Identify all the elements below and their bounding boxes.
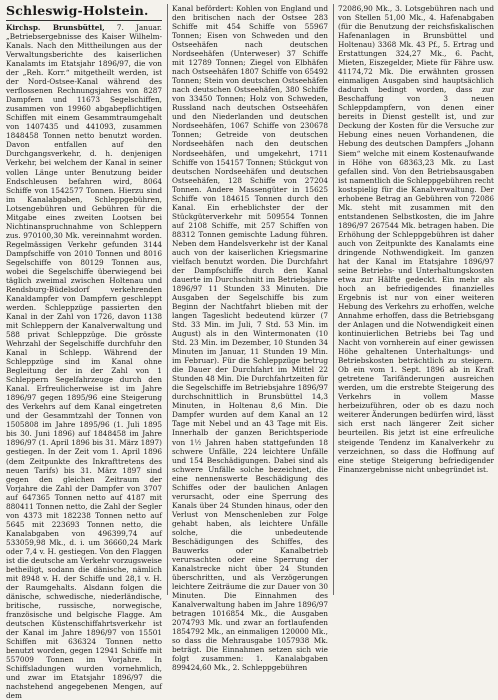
- section-heading: Schleswig-Holstein.: [6, 3, 149, 18]
- column-3: [333, 4, 494, 595]
- paragraph: [6, 23, 162, 700]
- paragraph: Kanal befördert: Kohlen von England und den britischen nach der Ostsee 283 Schiffe mit 454 Schiffe von 55967 Tonnen; Eisen von Schweden und den Ostseehäfen nach deutschen Nordseehäfen (Unterweser) 37 Schiffe mit 12789 Tonnen; Ziegel von Elbhäfen nach Ostseehäfen 1807 Schiffe von 65492 Tonnen; Stein von deutschen Ostseehäfen nach deutschen Ostseehäfen, 380 Schiffe von 33450 Tonnen; Holz von Schweden, Russland nach deutschen Ostseehäfen und den Niederlanden und deutschen Nordseehäfen, 1067 Schiffe von 230678 Tonnen; Getreide von deutschen Nordseehäfen nach den deutschen Nordseehäfen, und umgekehrt, 1711 Schiffe von 154157 Tonnen; Stückgut von deutschen Nordseehäfen und deutschen Ostseehäfen, 128 Schiffe von 27204 Tonnen. Andere Massengüter in 15625 Schiffe von 184615 Tonnen durch den Kanal. Ein erheblichster der der Stückgüterverkehr mit 509554 Tonnen auf 2108 Schiffe, mit 257 Schiffen von 88312 Tonnen gemischte Ladung führen. Neben dem Handelsverkehr ist der Kanal auch von der kaiserlichen Kriegsmarine vielfach benutzt worden. Die Durchfahrt der Dampfschiffe durch den Kanal dauerte im Durchschnitt im Betriebsjahre 1896/97 11 Stunden 33 Minuten. Die Ausgaben der Segelschiffe bis zum Beginn der Nachtfahrt blieben mit der langen Tageslicht bedeutend kürzer (7 Std. 33 Min. im Juli, 7 Std. 53 Min. im August) als in den Wintermonaten (10 Std. 23 Min. im Dezember, 10 Stunden 34 Minuten im Januar, 11 Stunden 19 Min. im Februar). Für die Schleppzüge betrug die Dauer der Durchfahrt im Mittel 22 Stunden 48 Min. Die Durchfahrtzeiten für die Segelschiffe im Betriebsjahre 1896/97 durchschnittlich in Brunsbüttel 14,3 Minuten, in Holtenau 8,6 Min. Die Dampfer wurden auf dem Kanal an 12 Tage mit Nebel und an 43 Tage mit Eis. Innerhalb der ganzen Berichtsperiode von 1½ Jahren haben stattgefunden 18 schwere Unfälle, 224 leichtere Unfälle und 154 Beschädigungen. Dabei sind als schwere Unfälle solche bezeichnet, die eine nennenswerte Beschädigung des Schiffes oder der baulichen Anlagen verursacht, oder eine Sperrung des Kanals über 24 Stunden hinaus, oder den Verlust von Menschenleben zur Folge gehabt haben, als leichtere Unfälle solche, die unbedeutende Beschädigungen des Schiffes, des Bauwerks oder Kanalbetrieb verursachten oder eine Sperrung der Kanalstrecke nicht über 24 Stunden überschritten, und als Verzögerungen leichtere Zeiträume die zur Dauer von 30 Minuten. Die Einnahmen des Kanalverwaltung haben im Jahre 1896/97 betragen 1016854 Mk., die Ausgaben 2074793 Mk. und zwar an fortlaufenden 1854792 Mk., an einmaligen 120000 Mk., so dass die Mehrausgabe 1057938 Mk. beträgt. Die Einnahmen setzen sich wie folgt zusammen: 1. Kanalabgaben 899424,60 Mk., 2. Schleppgebühren: [172, 4, 328, 673]
- paragraph-text: „Betriebsergebnisse des Kaiser Wilhelm-Kanals. Nach den Mittheilungen aus der Verwaltungsberichte des kaiserlichen Kanalamts im Etatsjahr 1896/97, die von der „Reh. Korr.“ mitgetheilt werden, ist der Nord-Ostsee-Kanal während des verflossenen Rechnungsjahres von 8287 Dampfern und 11673 Segelschiffen, zusammen von 19960 abgabepflichtigen Schiffen mit einem Gesammtraumgehalt von 1407435 und 441093, zusammen 1848458 Tonnen netto benutzt worden. Davon entfallen auf den Durchgangsverkehr, d. h. denjenigen Verkehr, bei welchem der Kanal in seiner vollen Länge unter Benutzung beider Endschleusen befahren wird, 8064 Schiffe von 1542577 Tonnen. Hierzu sind im Kanalabgaben, Schleppgebühren, Lotsengebühren und Gebühren für die Mitgabe eines zweiten Lootsen bei Nichtinanspruchnahme von Schleppern zus. 970100,30 Mk. vereinnahmt worden. Regelmässigen Verkehr gefunden 3144 Dampfschiffe von 2010 Tonnen und 8016 Segelschiffe von 80129 Tonnen aus, wobei die Segelschiffe überwiegend bei täglich zweimal zwischen Holtenau und Rendsburg-Büdelsdorf verkehrenden Kanaldampfer von Dampfern geschleppt werden. Schleppzüge passierten den Kanal in der Zahl von 1726, davon 1138 mit Schleppern der Kanalverwaltung und 588 privat Schleppzüge. Die grösste Wehrzahl der Segelschiffe durchfuhr den Kanal in Schlepp. Während der Schleppzüge sind im Kanal ohne Begleitung der in der Zahl von 1 Schleppern Segelfahrzeuge durch den Kanal. Erfreulicherweise ist im Jahre 1896/97 gegen 1895/96 eine Steigerung des Verkehrs auf dem Kanal eingetreten und der Gesammtzahl der Tonnen von 1505808 im Jahre 1895/96 (1. Juli 1895 bis 30. Juni 1896) auf 1848458 im Jahre 1896/97 (1. April 1896 bis 31. März 1897) gestiegen. In der Zeit vom 1. April 1896 (dem Zeitpunkte des Inkrafttretens des neuen Tarifs) bis 31. März 1897 sind gegen den gleichen Zeitraum der Vorjahre die Zahl der Dampfer von 3707 auf 647365 Tonnen netto auf 4187 mit 880411 Tonnen netto, die Zahl der Segler von 4373 mit 182238 Tonnen netto auf 5645 mit 223693 Tonnen netto, die Kanalabgaben von 496399,74 auf 533059,98 Mk., d. i. um 36660,24 Mark oder 7,4 v. H. gestiegen. Von den Flaggen ist die deutsche am Verkehr vorzugsweise betheiligt, sodann die dänische, nämlich mit 8948 v. H. der Schiffe und 28,1 v. H. der Raumgehalts. Alsdann folgen die dänische, schwedische, niederländische, britische, russische, norwegische, französische und belgische Flagge. Am deutschen Küstenschiffahrtsverkehr ist der Kanal im Jahre 1896/97 von 15501 Schiffen mit 636324 Tonnen netto benutzt worden, gegen 12941 Schiffe mit 557009 Tonnen im Vorjahre. In Schiffsladungen wurden vornehmlich, und zwar im Etatsjahr 1896/97 die nachstehend angegebenen Mengen, auf dem: [6, 32, 162, 700]
- article-columns: [6, 3, 494, 700]
- paragraph: 72086,90 Mk., 3. Lotsgebühren nach und von Stellen 51,00 Mk., 4. Hafenabgaben (für die Benutzung der reichsfiskalischen Hafenanlagen in Brunsbüttel und Holtenau) 3368 Mk. 43 Pf., 5. Ertrag und Erstattungen 324,27 Mk., 6. Pacht, Mieten, Eiszegelder, Miete für Fähre usw. 41174,72 Mk. Die erwähnten grossen einmaligen Ausgaben sind hauptsächlich dadurch bedingt worden, dass zur Beschaffung von 3 neuen Schleppdampfern, von denen einer bereits in Dienst gestellt ist, und zur Deckung der Kosten für die Versuche zur Hebung eines neuen Vorhandenen, die Hebung des deutschen Dampfers „Johann Siem“ welche mit einem Kostenaufwande in Höhe von 68363,23 Mk. zu Last gefallen sind. Von den Betriebsausgaben ist namentlich die Schleppgebühren recht kostspielig für die Kanalverwaltung. Der erhobene Betrag an Gebühren von 72086 Mk. steht mit zusammen mit den entstandenen Selbstkosten, die im Jahre 1896/97 267544 Mk. betragen haben. Die Erhöhung der Schleppgebühren ist daher auch von Zeitpunkte des Kanalamts eine dringende Nothwendigkeit. Im ganzen hat der Kanal im Etatsjahre 1896/97 seine Betriebs- und Unterhaltungskosten etwa zur Hälfte gedeckt. Ein mehr als hoch an befriedigendes finanzielles Ergebnis ist nur von einer weiteren Hebung des Verkehrs zu erhoffen, welche Annahme erhoffen, dass die Betriebsgang der Anlagen und die Notwendigkeit einen kontinuierlichen Betriebs bei Tag und Nacht von vornherein auf einer gewissen Höhe gehaltenen Unterhaltungs- und Betriebskosten beträchtlich zu steigern. Ob ein vom 1. Sept. 1896 ab in Kraft getretene Tarifänderungen ausreichen werden, um die erstrebte Steigerung des Verkehrs in vollem Masse herbeizuführen, oder ob es dazu noch weiterer Änderungen bedürfen wird, lässt sich erst nach längerer Zeit sicher beurteilen. Bis jetzt ist eine erfreuliche steigende Tendenz im Kanalverkehr zu verzeichnen, so dass die Hoffnung auf eine stetige Steigerung befriedigender Finanzergebnisse nicht unbegründet ist.: [338, 4, 494, 474]
- dateline-date: 7. Januar.: [116, 23, 162, 32]
- column-1: [6, 3, 162, 700]
- dateline-place: Kirchsp. Brunsbüttel,: [6, 23, 105, 32]
- heading-rule: [6, 20, 162, 21]
- column-2: [167, 4, 328, 673]
